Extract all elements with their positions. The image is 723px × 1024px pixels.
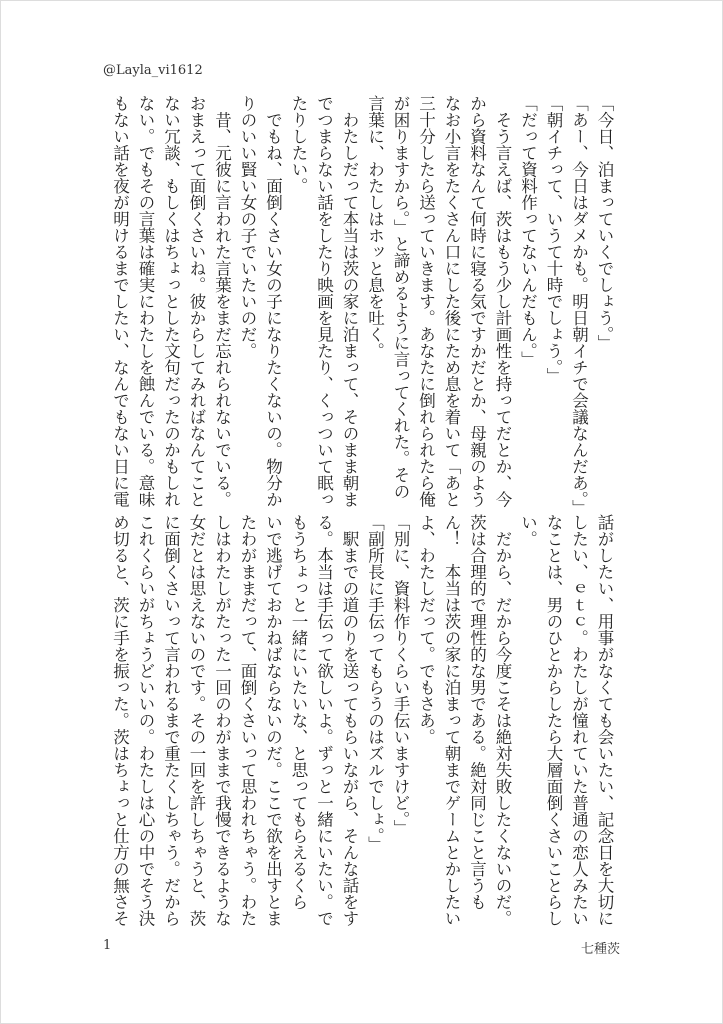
text-column: が困りますから。」と諦めるように言ってくれた。その bbox=[391, 95, 410, 500]
page-number: 1 bbox=[103, 938, 112, 953]
text-column: もうちょっと一緒にいたいな、と思ってもらえるくら bbox=[289, 514, 308, 910]
text-column: 「あー、今日はダメかも。明日朝イチで会議なんだあ。」 bbox=[569, 95, 589, 516]
text-column: 昔、元彼に言われた言葉をまだ忘れられないでいる。 bbox=[212, 95, 232, 508]
text-column: から資料なんて何時に寝る気ですかだとか、母親のよう bbox=[467, 95, 487, 508]
text-column: だから、だから今度こそは絶対失敗したくないのだ。 bbox=[493, 514, 512, 927]
text-column: 「別に、資料作りくらい手伝いますけど。」 bbox=[391, 514, 410, 836]
text-column: しはわたしがたった一回のわがままで我慢できるような bbox=[212, 514, 232, 927]
text-column: そう言えば、茨はもう少し計画性を持ってだとか、今 bbox=[493, 95, 512, 508]
text-column: いで逃げておかねばならないのだ。ここで欲を出すとま bbox=[263, 514, 283, 927]
text-column: 茨は合理的で理性的な男である。絶対同じこと言うも bbox=[467, 514, 487, 910]
text-column: ん！ 本当は茨の家に泊まって朝までゲームとかしたい bbox=[442, 514, 461, 927]
text-column: おまえって面倒くさいね。彼からしてみればなんてこと bbox=[187, 95, 206, 508]
text-block-top bbox=[107, 95, 617, 516]
text-column: 「朝イチって、いうて十時でしょう。」 bbox=[544, 95, 563, 384]
text-column: たりしたい。 bbox=[289, 95, 308, 194]
text-column: よ、わたしだって。でもさあ。 bbox=[416, 514, 436, 745]
text-column: わたしだって本当は茨の家に泊まって、そのまま朝ま bbox=[340, 95, 359, 508]
text-column: これくらいがちょうどいいの。わたしは心の中でそう決 bbox=[136, 514, 155, 927]
text-column: 「今日、泊まっていくでしょう。」 bbox=[595, 95, 614, 351]
text-column: る。本当は手伝って欲しいよ。ずっと一緒にいたい。で bbox=[314, 514, 334, 927]
text-column: 三十分したら送っていきます。あなたに倒れられたら俺 bbox=[416, 95, 436, 508]
text-column: したい、ｅｔｃ。わたしが憧れていた普通の恋人みたい bbox=[569, 514, 589, 927]
text-column: もない話を夜が明けるまでしたい、なんでもない日に電 bbox=[110, 95, 130, 508]
text-column: なことは、男のひとからしたら大層面倒くさいことらし bbox=[544, 514, 563, 927]
footer-title: 七種茨 bbox=[580, 942, 620, 957]
text-column: 話がしたい、用事がなくても会いたい、記念日を大切に bbox=[595, 514, 614, 927]
text-column: ない冗談、もしくはちょっとした文句だったのかもしれ bbox=[161, 95, 181, 508]
text-column: なお小言をたくさん口にした後にため息を着いて「あと bbox=[442, 95, 461, 508]
text-column: 「副所長に手伝ってもらうのはズルでしょ。」 bbox=[365, 514, 385, 853]
text-column: 女だとは思えないのです。その一回を許しちゃうと、茨 bbox=[187, 514, 206, 927]
text-column: い。 bbox=[518, 514, 538, 547]
text-column: でもね、面倒くさい女の子になりたくないの。物分か bbox=[263, 95, 283, 508]
text-column: ない。でもその言葉は確実にわたしを蝕んでいる。意味 bbox=[136, 95, 155, 508]
text-column: に面倒くさいって言われるまで重たくしちゃう。だから bbox=[161, 514, 181, 927]
text-column: 駅までの道のりを送ってもらいながら、そんな話をす bbox=[340, 514, 359, 927]
text-column: りのいい賢い女の子でいたいのだ。 bbox=[238, 95, 257, 359]
text-column: でつまらない話をしたり映画を見たり、くっついて眠っ bbox=[314, 95, 334, 508]
text-column: め切ると、茨に手を振った。茨はちょっと仕方の無さそ bbox=[110, 514, 130, 927]
text-column: 言葉に、わたしはホッと息を吐く。 bbox=[365, 95, 385, 359]
text-column: たわがままだって、面倒くさいって思われちゃう。わた bbox=[238, 514, 257, 927]
text-block-bottom bbox=[107, 514, 617, 929]
author-handle: @Layla_vi1612 bbox=[103, 63, 203, 78]
text-column: 「だって資料作ってないんだもん。」 bbox=[518, 95, 538, 368]
